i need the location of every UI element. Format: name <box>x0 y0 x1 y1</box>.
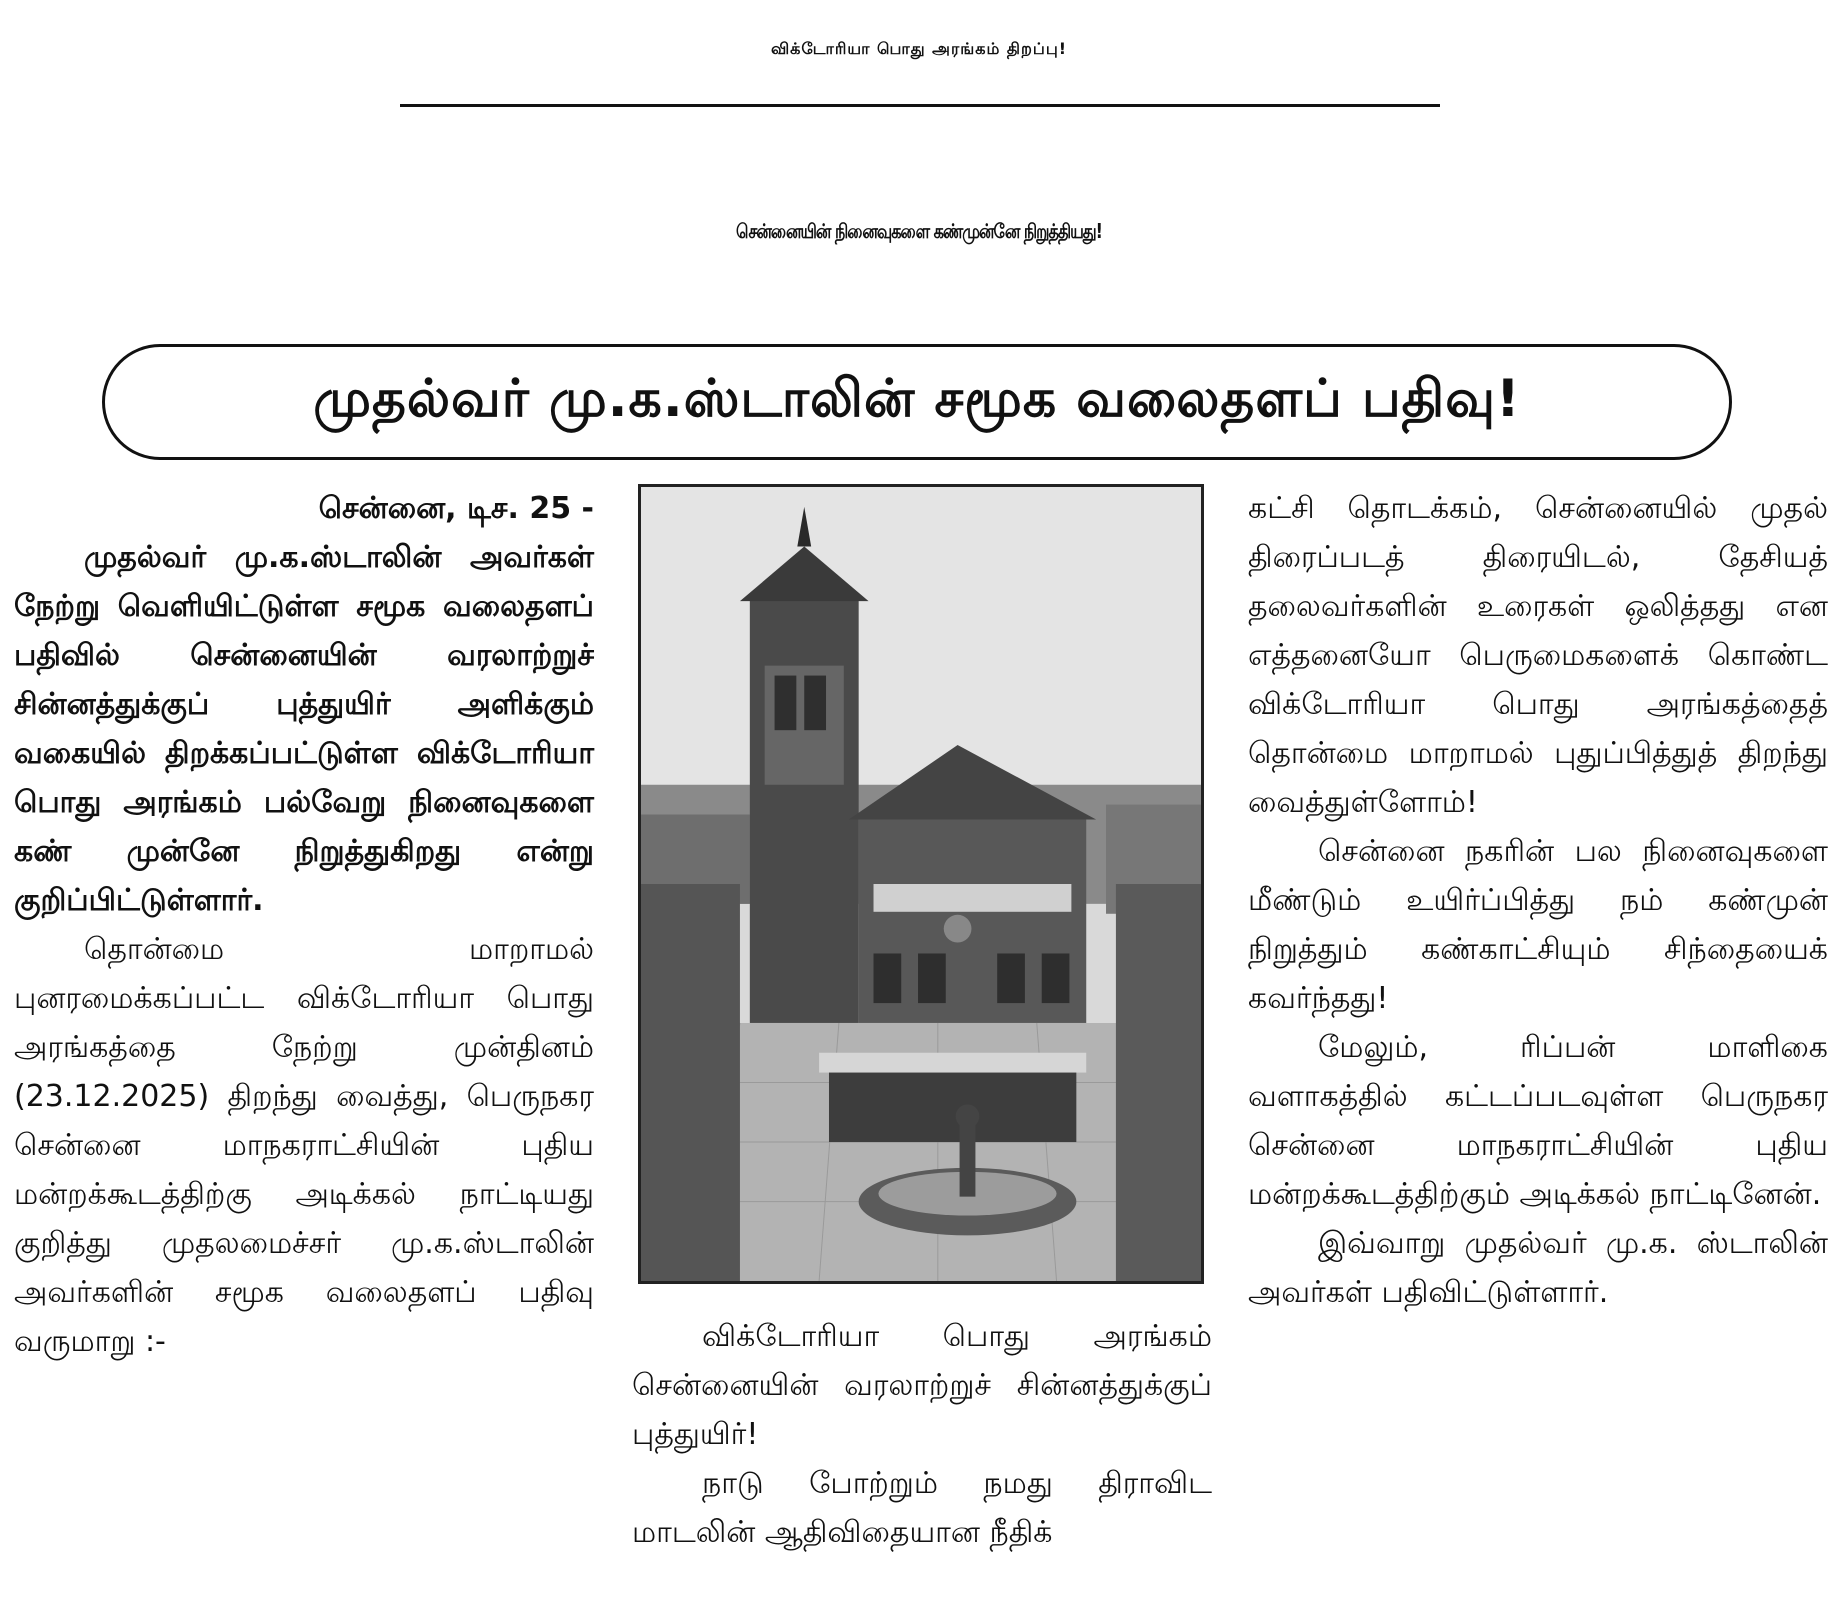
body-paragraph: மேலும், ரிப்பன் மாளிகை வளாகத்தில் கட்டப்படவுள்ள பெருநகர சென்னை மாநகராட்சியின் புதிய மன்றக்கூடத்திற்கும் அடிக்கல் நாட்டினேன். <box>1248 1030 1828 1212</box>
headline: சென்னையின் நினைவுகளை கண்முன்னே நிறுத்தியது! <box>736 219 1102 243</box>
body-paragraph: இவ்வாறு முதல்வர் மு.க. ஸ்டாலின் அவர்கள் பதிவிட்டுள்ளார். <box>1248 1226 1828 1310</box>
kicker: விக்டோரியா பொது அரங்கம் திறப்பு! <box>770 39 1068 58</box>
right-column <box>1248 484 1828 1317</box>
body-paragraph: கட்சி தொடக்கம், சென்னையில் முதல் திரைப்படத் திரையிடல், தேசியத் தலைவர்களின் உரைகள் ஒலித்தது என எத்தனையோ பெருமைகளைக் கொண்ட விக்டோரியா பொது அரங்கத்தைத் தொன்மை மாறாமல் புதுப்பித்துத் திறந்து வைத்துள்ளோம்! <box>1248 491 1828 820</box>
middle-column <box>632 1312 1212 1557</box>
kicker-divider <box>400 104 1440 107</box>
left-column <box>14 484 594 1366</box>
victoria-hall-photo <box>638 484 1204 1284</box>
dateline: சென்னை, டிச. 25 - <box>318 491 594 526</box>
photo-caption: விக்டோரியா பொது அரங்கம் சென்னையின் வரலாற்றுச் சின்னத்துக்குப் புத்துயிர்! <box>632 1319 1212 1452</box>
body-paragraph: தொன்மை மாறாமல் புனரமைக்கப்பட்ட விக்டோரியா பொது அரங்கத்தை நேற்று முன்தினம் (23.12.2025) திறந்து வைத்து, பெருநகர சென்னை மாநகராட்சியின் புதிய மன்றக்கூடத்திற்கு அடிக்கல் நாட்டியது குறித்து முதலமைச்சர் மு.க.ஸ்டாலின் அவர்களின் சமூக வலைதளப் பதிவு வருமாறு :- <box>14 932 594 1359</box>
body-paragraph: சென்னை நகரின் பல நினைவுகளை மீண்டும் உயிர்ப்பித்து நம் கண்முன் நிறுத்தும் கண்காட்சியும் சிந்தையைக் கவர்ந்தது! <box>1248 834 1828 1016</box>
subhead-box <box>102 344 1732 460</box>
body-paragraph: நாடு போற்றும் நமது திராவிட மாடலின் ஆதிவிதையான நீதிக் <box>632 1466 1212 1550</box>
building-illustration <box>641 487 1201 1281</box>
lead-paragraph: முதல்வர் மு.க.ஸ்டாலின் அவர்கள் நேற்று வெளியிட்டுள்ள சமூக வலைதளப் பதிவில் சென்னையின் வரலாற்றுச் சின்னத்துக்குப் புத்துயிர் அளிக்கும் வகையில் திறக்கப்பட்டுள்ள விக்டோரியா பொது அரங்கம் பல்வேறு நினைவுகளை கண் முன்னே நிறுத்துகிறது என்று குறிப்பிட்டுள்ளார். <box>14 540 594 918</box>
subhead: முதல்வர் மு.க.ஸ்டாலின் சமூக வலைதளப் பதிவு! <box>313 368 1521 429</box>
